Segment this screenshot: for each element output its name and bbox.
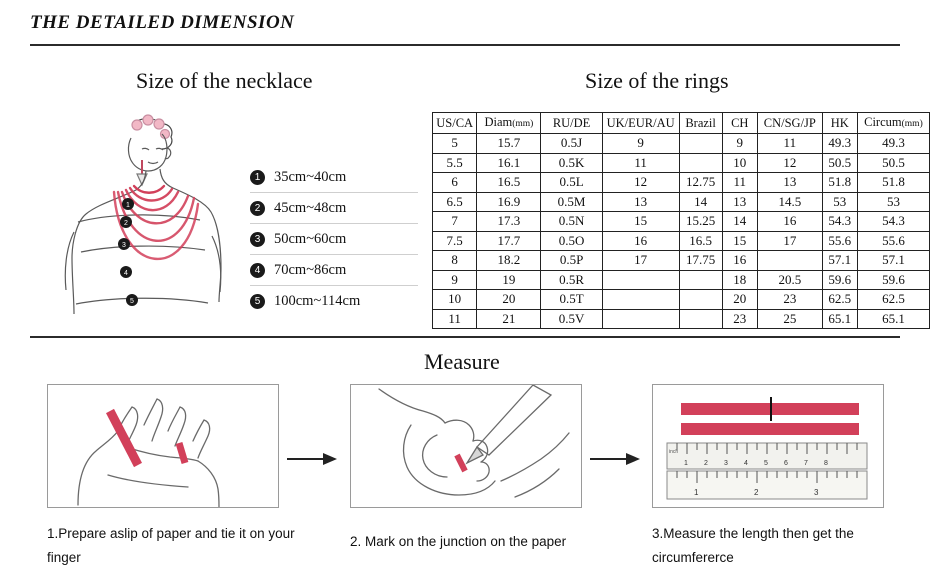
cell-uk: 16 bbox=[602, 231, 679, 251]
cell-hk: 59.6 bbox=[822, 270, 857, 290]
cell-uk bbox=[602, 309, 679, 329]
measure-step-2-caption: 2. Mark on the junction on the paper bbox=[350, 534, 567, 549]
section-title-necklace: Size of the necklace bbox=[136, 68, 313, 93]
svg-text:4: 4 bbox=[744, 460, 748, 467]
cell-rude: 0.5T bbox=[541, 290, 602, 310]
cell-uk: 13 bbox=[602, 192, 679, 212]
cell-cn: 14.5 bbox=[757, 192, 822, 212]
table-row bbox=[433, 309, 930, 329]
legend-label-1: 35cm~40cm bbox=[274, 168, 347, 185]
legend-bullet-4: 4 bbox=[250, 263, 265, 278]
page-title: THE DETAILED DIMENSION bbox=[30, 12, 295, 33]
table-row bbox=[433, 251, 930, 271]
col-circum-unit: (mm) bbox=[901, 119, 923, 129]
cell-circum: 57.1 bbox=[857, 251, 929, 271]
cell-us: 5.5 bbox=[433, 153, 477, 173]
svg-text:7: 7 bbox=[804, 460, 808, 467]
cell-brazil bbox=[679, 153, 722, 173]
cell-us: 9 bbox=[433, 270, 477, 290]
cell-hk: 65.1 bbox=[822, 309, 857, 329]
cell-diam: 18.2 bbox=[477, 251, 541, 271]
cell-uk bbox=[602, 270, 679, 290]
cell-ch: 13 bbox=[722, 192, 757, 212]
cell-uk bbox=[602, 290, 679, 310]
svg-text:3: 3 bbox=[122, 242, 126, 249]
measure-step-1-image bbox=[47, 384, 279, 508]
cell-hk: 54.3 bbox=[822, 212, 857, 232]
cell-us: 11 bbox=[433, 309, 477, 329]
cell-cn: 12 bbox=[757, 153, 822, 173]
svg-text:4: 4 bbox=[124, 270, 128, 277]
divider-top bbox=[30, 44, 900, 46]
cell-rude: 0.5P bbox=[541, 251, 602, 271]
svg-text:2: 2 bbox=[754, 488, 759, 497]
svg-text:1: 1 bbox=[694, 488, 699, 497]
cell-us: 10 bbox=[433, 290, 477, 310]
cell-ch: 9 bbox=[722, 134, 757, 154]
cell-rude: 0.5L bbox=[541, 173, 602, 193]
cell-brazil: 17.75 bbox=[679, 251, 722, 271]
cell-hk: 53 bbox=[822, 192, 857, 212]
svg-text:3: 3 bbox=[814, 488, 819, 497]
cell-hk: 62.5 bbox=[822, 290, 857, 310]
col-uk-eur-au: UK/EUR/AU bbox=[602, 113, 679, 134]
list-item bbox=[250, 255, 418, 286]
svg-text:1: 1 bbox=[126, 202, 130, 209]
cell-brazil bbox=[679, 270, 722, 290]
col-diam bbox=[477, 113, 541, 134]
cell-us: 7.5 bbox=[433, 231, 477, 251]
measure-step-1-caption: 1.Prepare aslip of paper and tie it on your finger bbox=[47, 526, 295, 565]
cell-ch: 20 bbox=[722, 290, 757, 310]
cell-rude: 0.5M bbox=[541, 192, 602, 212]
svg-text:1: 1 bbox=[684, 460, 688, 467]
col-ch: CH bbox=[722, 113, 757, 134]
col-us-ca: US/CA bbox=[433, 113, 477, 134]
list-item bbox=[250, 224, 418, 255]
cell-rude: 0.5V bbox=[541, 309, 602, 329]
cell-brazil bbox=[679, 290, 722, 310]
cell-diam: 16.9 bbox=[477, 192, 541, 212]
cell-us: 6.5 bbox=[433, 192, 477, 212]
cell-circum: 49.3 bbox=[857, 134, 929, 154]
list-item bbox=[250, 193, 418, 224]
cell-rude: 0.5R bbox=[541, 270, 602, 290]
table-row bbox=[433, 212, 930, 232]
cell-brazil: 16.5 bbox=[679, 231, 722, 251]
cell-hk: 50.5 bbox=[822, 153, 857, 173]
arrow-step2-to-step3-icon bbox=[590, 452, 640, 466]
table-row bbox=[433, 231, 930, 251]
svg-text:2: 2 bbox=[704, 460, 708, 467]
col-hk: HK bbox=[822, 113, 857, 134]
col-cn-sg-jp: CN/SG/JP bbox=[757, 113, 822, 134]
cell-brazil: 14 bbox=[679, 192, 722, 212]
svg-text:2: 2 bbox=[124, 220, 128, 227]
table-row bbox=[433, 153, 930, 173]
table-row bbox=[433, 270, 930, 290]
cell-hk: 55.6 bbox=[822, 231, 857, 251]
cell-rude: 0.5K bbox=[541, 153, 602, 173]
cell-diam: 16.1 bbox=[477, 153, 541, 173]
section-title-rings: Size of the rings bbox=[585, 68, 729, 93]
svg-text:8: 8 bbox=[824, 460, 828, 467]
cell-us: 6 bbox=[433, 173, 477, 193]
necklace-length-legend bbox=[250, 162, 418, 316]
cell-cn: 16 bbox=[757, 212, 822, 232]
svg-text:3: 3 bbox=[724, 460, 728, 467]
divider-middle bbox=[30, 336, 900, 338]
cell-diam: 17.3 bbox=[477, 212, 541, 232]
cell-circum: 65.1 bbox=[857, 309, 929, 329]
cell-rude: 0.5O bbox=[541, 231, 602, 251]
cell-ch: 11 bbox=[722, 173, 757, 193]
cell-diam: 17.7 bbox=[477, 231, 541, 251]
table-row bbox=[433, 192, 930, 212]
cell-hk: 57.1 bbox=[822, 251, 857, 271]
legend-bullet-2: 2 bbox=[250, 201, 265, 216]
cell-circum: 50.5 bbox=[857, 153, 929, 173]
legend-bullet-3: 3 bbox=[250, 232, 265, 247]
cell-ch: 15 bbox=[722, 231, 757, 251]
cell-ch: 18 bbox=[722, 270, 757, 290]
col-circum-label: Circum bbox=[864, 115, 902, 129]
svg-text:6: 6 bbox=[784, 460, 788, 467]
cell-circum: 51.8 bbox=[857, 173, 929, 193]
list-item bbox=[250, 286, 418, 316]
svg-text:5: 5 bbox=[130, 298, 134, 305]
table-header-row bbox=[433, 113, 930, 134]
col-circum bbox=[857, 113, 929, 134]
col-diam-unit: (mm) bbox=[512, 119, 534, 129]
measure-step-3-image bbox=[652, 384, 884, 508]
arrow-step1-to-step2-icon bbox=[287, 452, 337, 466]
legend-bullet-1: 1 bbox=[250, 170, 265, 185]
cell-rude: 0.5N bbox=[541, 212, 602, 232]
table-row bbox=[433, 290, 930, 310]
cell-uk: 15 bbox=[602, 212, 679, 232]
legend-label-2: 45cm~48cm bbox=[274, 199, 347, 216]
cell-cn: 17 bbox=[757, 231, 822, 251]
cell-cn: 11 bbox=[757, 134, 822, 154]
ring-size-table bbox=[432, 112, 930, 329]
measure-step-3-caption: 3.Measure the length then get the circumfererce bbox=[652, 526, 854, 565]
legend-label-4: 70cm~86cm bbox=[274, 261, 347, 278]
svg-text:inch: inch bbox=[669, 449, 679, 455]
cell-uk: 11 bbox=[602, 153, 679, 173]
cell-us: 8 bbox=[433, 251, 477, 271]
legend-label-3: 50cm~60cm bbox=[274, 230, 347, 247]
cell-brazil: 15.25 bbox=[679, 212, 722, 232]
cell-cn bbox=[757, 251, 822, 271]
list-item bbox=[250, 162, 418, 193]
cell-ch: 16 bbox=[722, 251, 757, 271]
cell-diam: 16.5 bbox=[477, 173, 541, 193]
cell-circum: 53 bbox=[857, 192, 929, 212]
cell-circum: 59.6 bbox=[857, 270, 929, 290]
col-diam-label: Diam bbox=[484, 115, 513, 129]
table-row bbox=[433, 134, 930, 154]
necklace-illustration bbox=[36, 104, 251, 319]
cell-diam: 15.7 bbox=[477, 134, 541, 154]
cell-hk: 51.8 bbox=[822, 173, 857, 193]
cell-rude: 0.5J bbox=[541, 134, 602, 154]
cell-hk: 49.3 bbox=[822, 134, 857, 154]
cell-diam: 20 bbox=[477, 290, 541, 310]
cell-cn: 13 bbox=[757, 173, 822, 193]
cell-ch: 14 bbox=[722, 212, 757, 232]
cell-us: 5 bbox=[433, 134, 477, 154]
col-brazil: Brazil bbox=[679, 113, 722, 134]
cell-diam: 19 bbox=[477, 270, 541, 290]
cell-uk: 12 bbox=[602, 173, 679, 193]
cell-ch: 10 bbox=[722, 153, 757, 173]
cell-cn: 20.5 bbox=[757, 270, 822, 290]
cell-us: 7 bbox=[433, 212, 477, 232]
legend-label-5: 100cm~114cm bbox=[274, 292, 361, 309]
cell-circum: 62.5 bbox=[857, 290, 929, 310]
svg-text:5: 5 bbox=[764, 460, 768, 467]
cell-diam: 21 bbox=[477, 309, 541, 329]
cell-brazil: 12.75 bbox=[679, 173, 722, 193]
measure-step-2-image bbox=[350, 384, 582, 508]
cell-brazil bbox=[679, 134, 722, 154]
cell-uk: 9 bbox=[602, 134, 679, 154]
section-title-measure: Measure bbox=[424, 349, 500, 374]
cell-uk: 17 bbox=[602, 251, 679, 271]
table-row bbox=[433, 173, 930, 193]
col-ru-de: RU/DE bbox=[541, 113, 602, 134]
cell-circum: 55.6 bbox=[857, 231, 929, 251]
cell-cn: 25 bbox=[757, 309, 822, 329]
cell-brazil bbox=[679, 309, 722, 329]
cell-circum: 54.3 bbox=[857, 212, 929, 232]
cell-cn: 23 bbox=[757, 290, 822, 310]
cell-ch: 23 bbox=[722, 309, 757, 329]
legend-bullet-5: 5 bbox=[250, 294, 265, 309]
